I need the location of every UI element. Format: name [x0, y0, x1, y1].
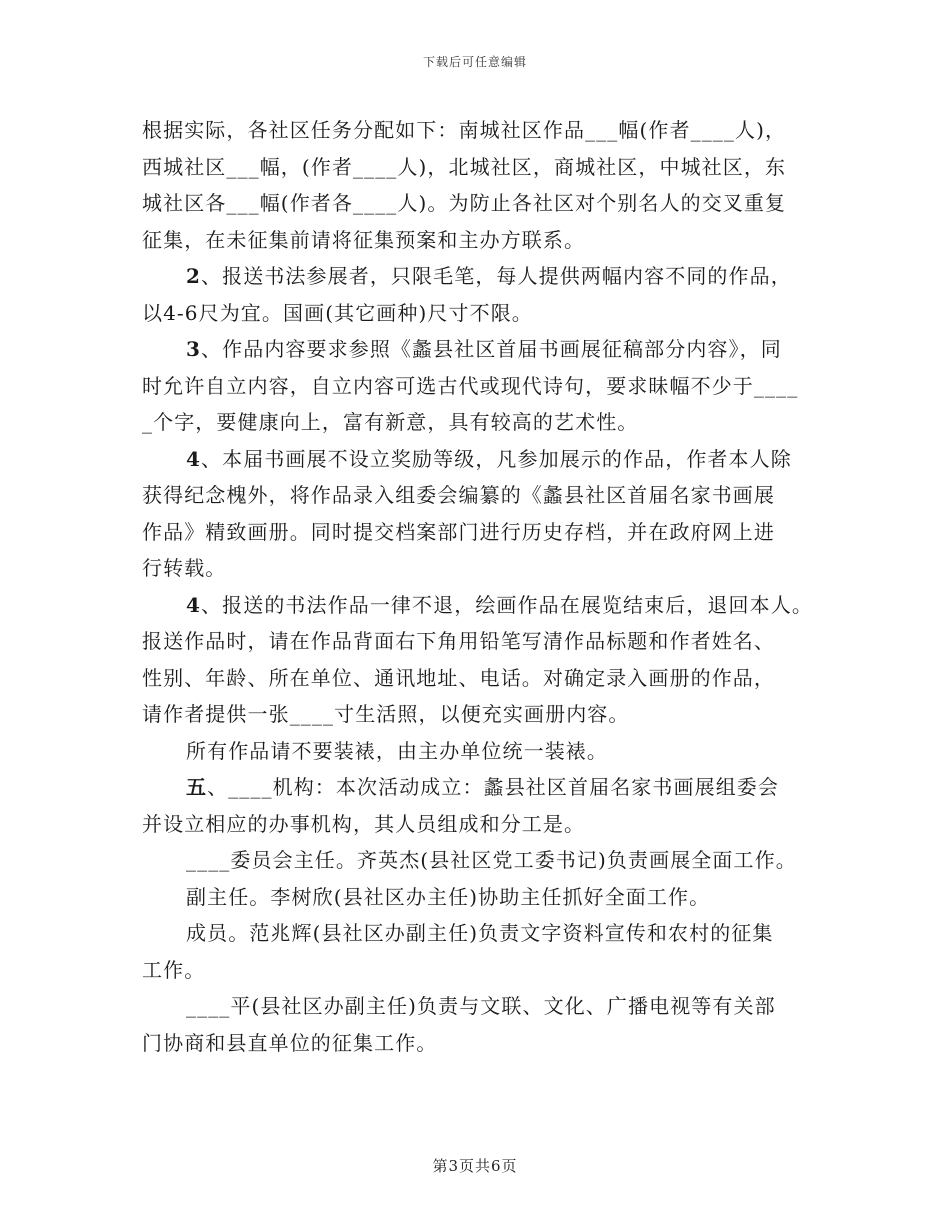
page-footer: 第3页共6页: [432, 1157, 518, 1175]
section-number: 五: [186, 775, 208, 799]
text-line: 城社区各___幅(作者各____人)。为防止各社区对个别名人的交叉重复: [142, 191, 787, 215]
text-line: 门协商和县直单位的征集工作。: [142, 1030, 438, 1055]
text-line: ____委员会主任。齐英杰(县社区党工委书记)负责画展全面工作。: [186, 848, 797, 872]
text-line: 所有作品请不要装裱，由主办单位统一装裱。: [186, 738, 608, 763]
text-line: 行转载。: [142, 556, 227, 580]
text-line: 时允许自立内容，自立内容可选古代或现代诗句，要求昧幅不少于____: [142, 373, 799, 398]
text-line: 作品》精致画册。同时提交档案部门进行历史存档，并在政府网上进: [142, 519, 775, 544]
item-3-first-line: [142, 331, 822, 368]
text-line: 以4-6尺为宜。国画(其它画种)尺寸不限。: [142, 300, 533, 325]
text-line: 并设立相应的办事机构，其人员组成和分工是。: [142, 811, 586, 836]
text-line: 西城社区___幅，(作者____人)，北城社区，商城社区，中城社区，东: [142, 154, 787, 179]
text-line: 报送作品时，请在作品背面右下角用铅笔写清作品标题和作者姓名、: [142, 629, 775, 653]
item-text: 、报送书法参展者，只限毛笔，每人提供两幅内容不同的作品，: [201, 264, 792, 288]
text-line: 请作者提供一张____寸生活照，以便充实画册内容。: [142, 702, 630, 726]
text-line: 成员。范兆辉(县社区办副主任)负责文字资料宣传和农村的征集: [186, 921, 774, 945]
item-number: 3: [186, 337, 202, 361]
item-number: 4: [186, 592, 202, 617]
section-text: 、____机构：本次活动成立：蠡县社区首届名家书画展组委会: [207, 775, 780, 799]
item-4b-first-line: [142, 587, 822, 624]
text-line: _个字，要健康向上，富有新意，具有较高的艺术性。: [142, 410, 639, 434]
item-text: 、作品内容要求参照《蠡县社区首届书画展征稿部分内容》，同: [201, 337, 782, 361]
section-five-heading-line: [142, 769, 822, 806]
text-line: 征集，在未征集前请将征集预案和主办方联系。: [142, 227, 586, 252]
document-body: [142, 112, 822, 1061]
item-number: 4: [186, 446, 202, 471]
text-line: 获得纪念槐外，将作品录入组委会编纂的《蠡县社区首届名家书画展: [142, 483, 775, 507]
item-text: 、本届书画展不设立奖励等级，凡参加展示的作品，作者本人除: [201, 446, 792, 471]
text-line: 性别、年龄、所在单位、通讯地址、电话。对确定录入画册的作品，: [142, 665, 775, 690]
page-header: 下载后可任意编辑: [422, 55, 527, 69]
text-line: 工作。: [142, 957, 206, 982]
item-4-first-line: [142, 441, 822, 478]
item-text: 、报送的书法作品一律不退，绘画作品在展览结束后，退回本人。: [201, 592, 813, 617]
item-number: 2: [186, 264, 202, 288]
text-line: 副主任。李树欣(县社区办主任)协助主任抓好全面工作。: [186, 884, 711, 909]
text-line: ____平(县社区办副主任)负责与文联、文化、广播电视等有关部: [186, 994, 776, 1018]
item-2-first-line: [142, 258, 822, 295]
text-line: 根据实际，各社区任务分配如下：南城社区作品___幅(作者____人)，: [142, 118, 787, 142]
